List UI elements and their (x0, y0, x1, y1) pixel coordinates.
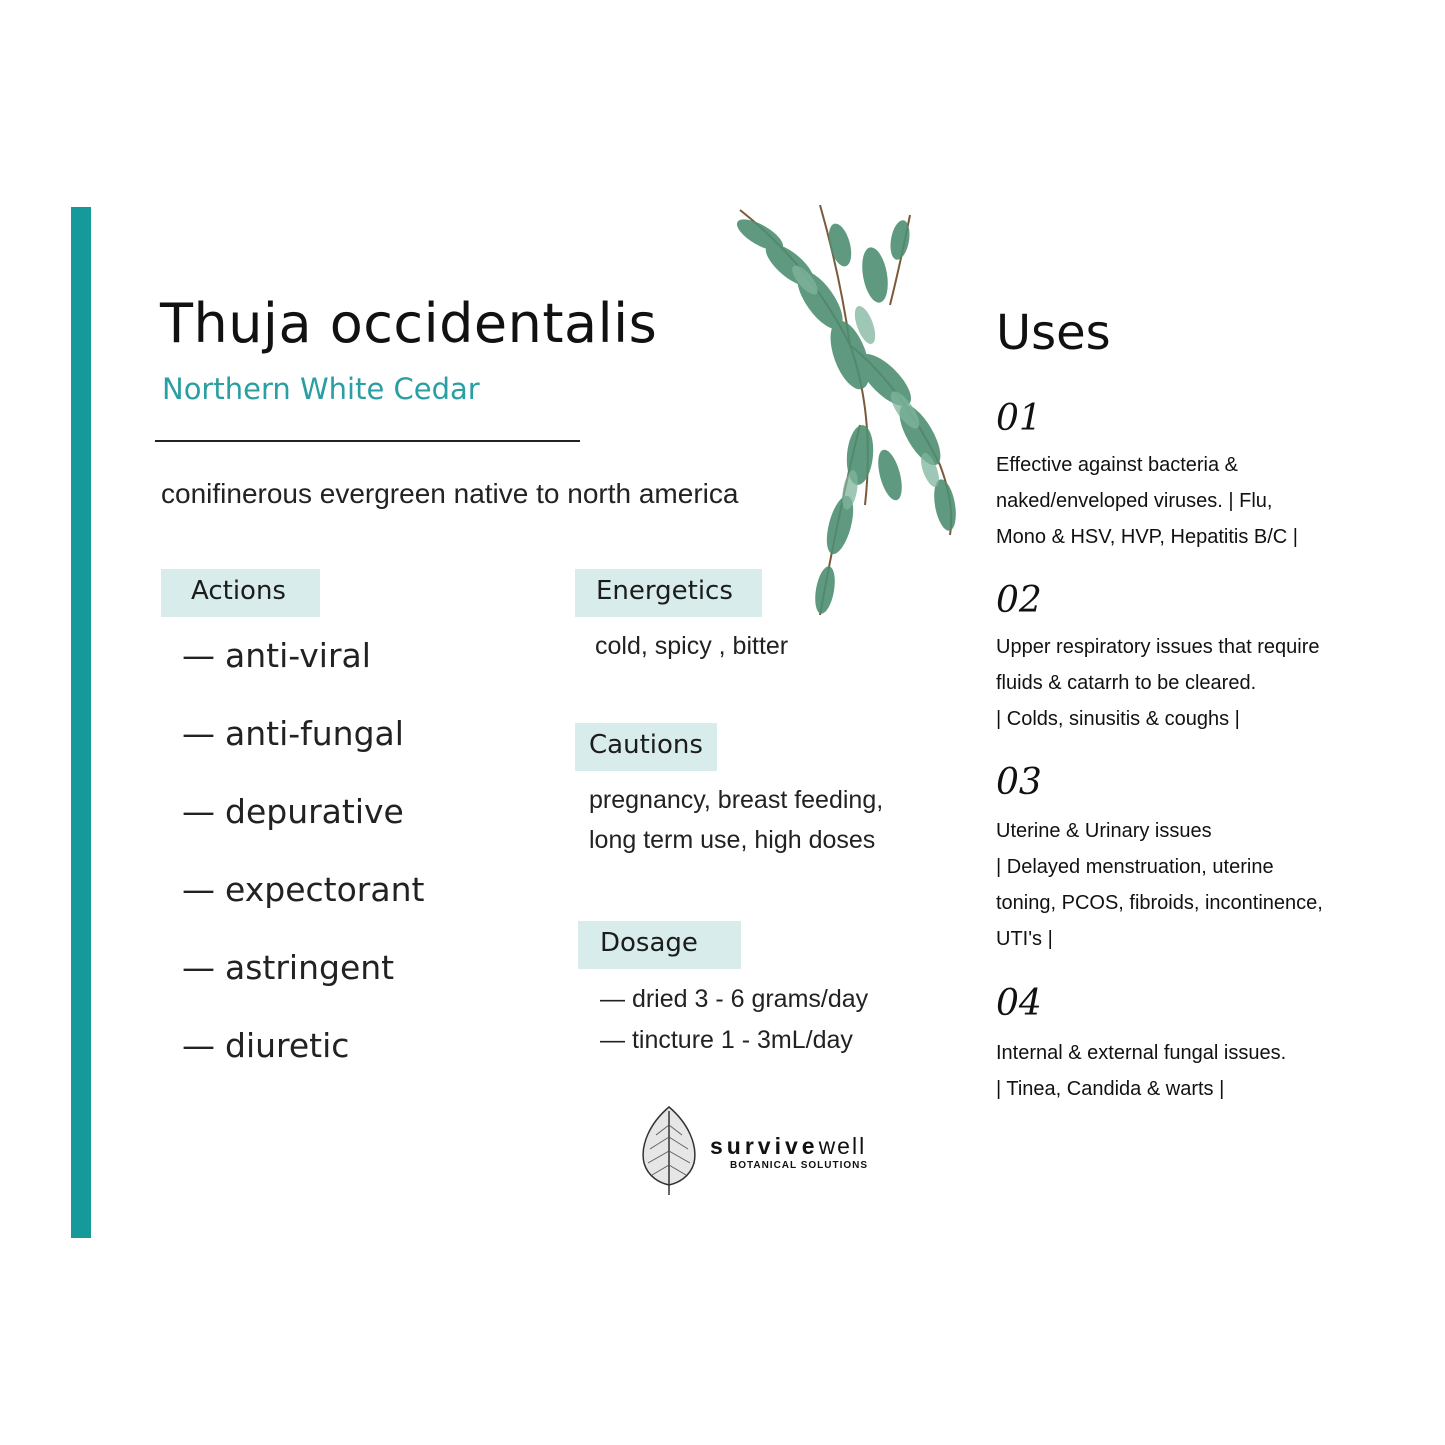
action-text: anti-viral (225, 636, 371, 675)
use-line: | Delayed menstruation, uterine (996, 856, 1274, 878)
actions-label (161, 569, 320, 617)
list-dash: — (182, 1026, 215, 1065)
use-line: fluids & catarrh to be cleared. (996, 672, 1257, 694)
use-number: 03 (996, 762, 1042, 803)
action-text: expectorant (225, 870, 425, 909)
list-item (182, 714, 424, 792)
use-number: 01 (996, 398, 1042, 439)
list-item (182, 636, 424, 714)
brand-name (710, 1133, 866, 1160)
use-number: 04 (996, 983, 1042, 1024)
dosage-line: — tincture 1 - 3mL/day (600, 1026, 853, 1054)
use-line: Internal & external fungal issues. (996, 1042, 1287, 1064)
divider (155, 440, 580, 442)
plant-description: conifinerous evergreen native to north america (161, 478, 739, 509)
list-dash: — (182, 714, 215, 753)
use-line: UTI's | (996, 928, 1053, 950)
use-line: Uterine & Urinary issues (996, 820, 1212, 842)
list-item (182, 948, 424, 1026)
dosage-line: — dried 3 - 6 grams/day (600, 985, 869, 1013)
list-dash: — (182, 636, 215, 675)
actions-label-text: Actions (191, 576, 286, 606)
use-line: Effective against bacteria & (996, 454, 1238, 476)
use-line: Upper respiratory issues that require (996, 636, 1320, 658)
use-line: naked/enveloped viruses. | Flu, (996, 490, 1273, 512)
uses-heading: Uses (996, 305, 1111, 361)
action-text: depurative (225, 792, 404, 831)
actions-list (182, 636, 424, 1104)
use-line: | Tinea, Candida & warts | (996, 1078, 1225, 1100)
brand-logo (638, 1105, 898, 1200)
cautions-line: pregnancy, breast feeding, (589, 786, 884, 814)
use-line: | Colds, sinusitis & coughs | (996, 708, 1240, 730)
cautions-label-text: Cautions (589, 730, 703, 760)
list-item (182, 870, 424, 948)
brand-tagline: BOTANICAL SOLUTIONS (730, 1160, 869, 1171)
use-line: toning, PCOS, fibroids, incontinence, (996, 892, 1323, 914)
cedar-branch-illustration (700, 205, 980, 625)
list-dash: — (182, 792, 215, 831)
use-number: 02 (996, 580, 1042, 621)
use-line: Mono & HSV, HVP, Hepatitis B/C | (996, 526, 1299, 548)
action-text: diuretic (225, 1026, 350, 1065)
action-text: anti-fungal (225, 714, 404, 753)
energetics-label (575, 569, 762, 617)
action-text: astringent (225, 948, 395, 987)
energetics-label-text: Energetics (596, 576, 733, 606)
list-dash: — (182, 948, 215, 987)
accent-bar (71, 207, 91, 1238)
cautions-line: long term use, high doses (589, 826, 876, 854)
leaf-icon (638, 1105, 700, 1197)
list-item (182, 1026, 424, 1104)
list-dash: — (182, 870, 215, 909)
cautions-label (575, 723, 717, 771)
dosage-label (578, 921, 741, 969)
common-name: Northern White Cedar (162, 372, 480, 406)
brand-name-bold: survive (710, 1133, 819, 1159)
list-item (182, 792, 424, 870)
dosage-label-text: Dosage (600, 928, 698, 958)
brand-name-light: well (818, 1133, 867, 1159)
page-title: Thuja occidentalis (160, 292, 658, 355)
energetics-text: cold, spicy , bitter (595, 632, 789, 660)
